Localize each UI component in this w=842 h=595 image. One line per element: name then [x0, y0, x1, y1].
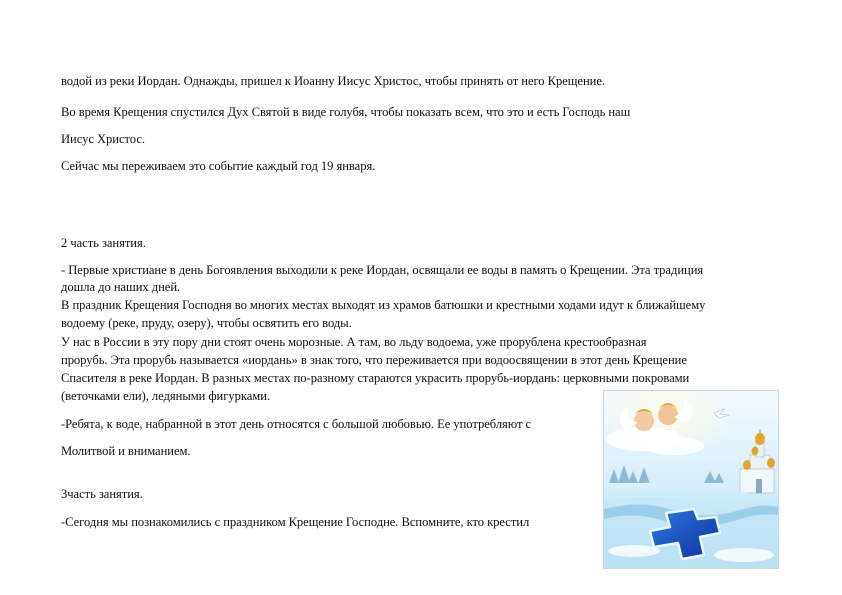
text-line-12: Спасителя в реке Иордан. В разных местах по-разному стараются украсить прорубь-иордань: церковными покровами	[61, 371, 690, 385]
text-line-11: прорубь. Эта прорубь называется «иордань» в знак того, что переживается при водоосвящении в этот день Крещение	[61, 353, 687, 367]
text-line-2: Во время Крещения спустился Дух Святой в виде голубя, чтобы показать всем, что это и есть Господь наш	[61, 105, 631, 119]
text-line-6: - Первые христиане в день Богоявления выходили к реке Иордан, освящали ее воды в память о Крещении. Эта традиция	[61, 263, 704, 277]
section-heading-3: 3часть занятия.	[61, 487, 143, 501]
text-line-14: -Ребята, к воде, набранной в этот день относятся с большой любовью. Ее употребляют с	[61, 417, 532, 431]
text-line-7: дошла до наших дней.	[61, 280, 181, 294]
text-line-8: В праздник Крещения Господня во многих местах выходят из храмов батюшки и крестными ходами идут к ближайшему	[61, 298, 706, 312]
epiphany-illustration-icon	[603, 390, 779, 569]
text-line-17: -Сегодня мы познакомились с праздником Крещение Господне. Вспомните, кто крестил	[61, 515, 530, 529]
section-heading-2: 2 часть занятия.	[61, 236, 146, 250]
text-line-10: У нас в России в эту пору дни стоят очень морозные. А там, во льду водоема, уже прорублена крестообразная	[61, 335, 647, 349]
text-line-15: Молитвой и вниманием.	[61, 444, 191, 458]
text-line-3: Иисус Христос.	[61, 132, 146, 146]
text-line-9: водоему (реке, пруду, озеру), чтобы освятить его воды.	[61, 316, 352, 330]
text-line-13: (веточками ели), ледяными фигурками.	[61, 389, 270, 403]
text-line-1: водой из реки Иордан. Однажды, пришел к Иоанну Иисус Христос, чтобы принять от него Крещение.	[61, 74, 605, 88]
text-line-4: Сейчас мы переживаем это событие каждый год 19 января.	[61, 159, 376, 173]
